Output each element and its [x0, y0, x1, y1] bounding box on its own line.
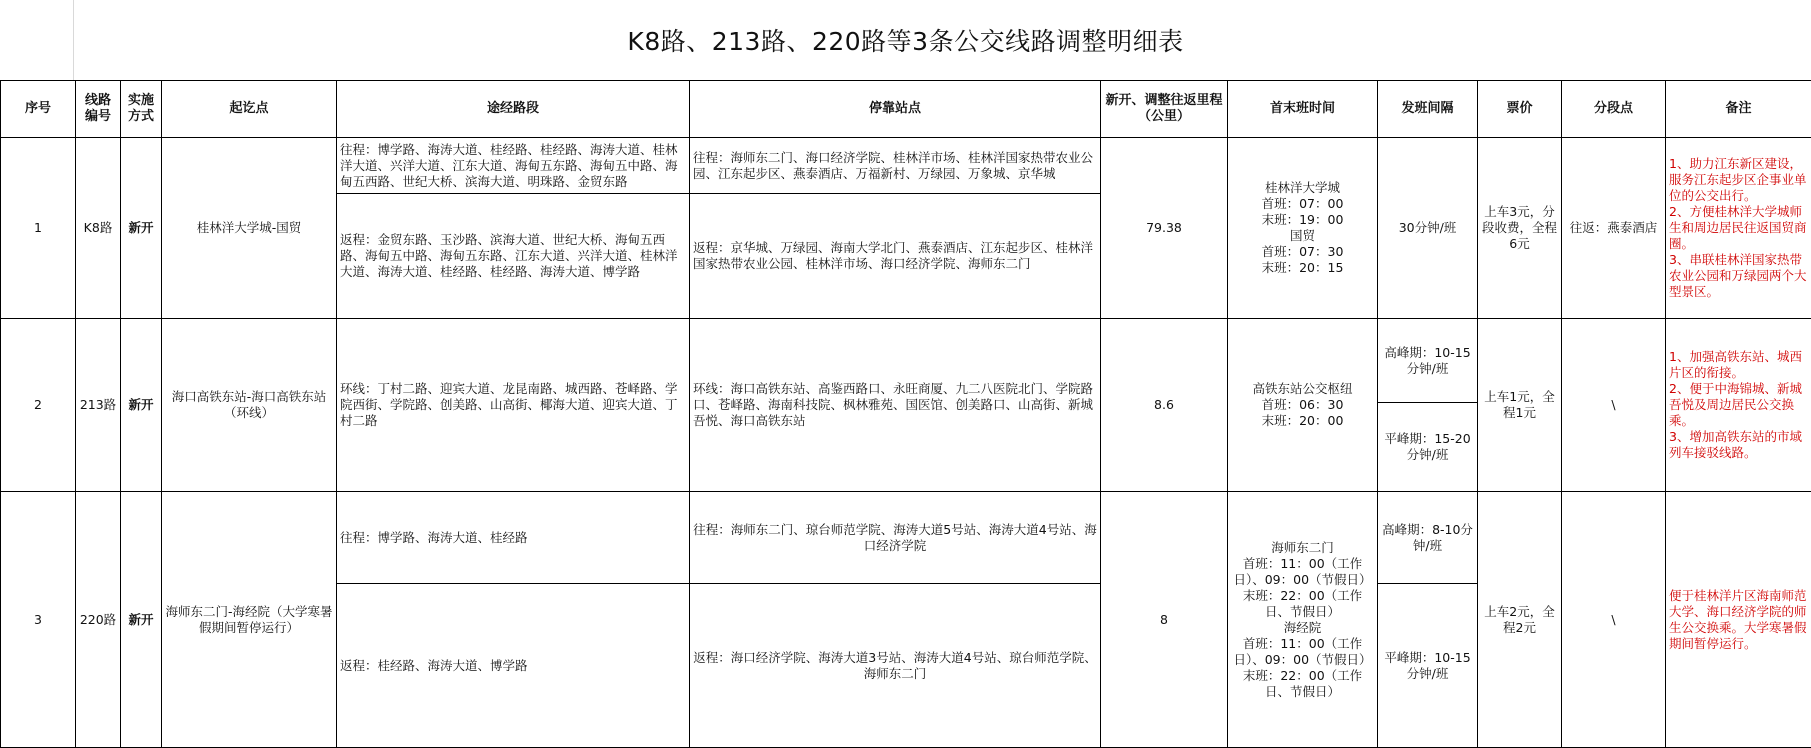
- interval-peak-cell: 高峰期：10-15分钟/班: [1378, 319, 1478, 403]
- stops-back-cell: 返程：京华城、万绿园、海南大学北门、燕泰酒店、江东起步区、桂林洋国家热带农业公园、桂林洋市场、海口经济学院、海师东二门: [690, 194, 1101, 319]
- type-cell: 新开: [121, 138, 162, 319]
- seq-cell: 2: [1, 319, 76, 492]
- time-line: 首班：06：30: [1261, 397, 1344, 412]
- interval-off-cell: 平峰期：15-20分钟/班: [1378, 403, 1478, 492]
- header-cell: 票价: [1478, 81, 1562, 138]
- remark-line: 1、助力江东新区建设，服务江东起步区企事业单位的公交出行。: [1669, 156, 1807, 203]
- route-back-cell: 返程：金贸东路、玉沙路、滨海大道、世纪大桥、海甸五西路、海甸五中路、海甸五东路、江东大道、兴洋大道、桂林洋大道、海涛大道、桂经路、桂经路、海涛大道、博学路: [337, 194, 690, 319]
- header-cell: 实施方式: [121, 81, 162, 138]
- route-cell: 环线：丁村二路、迎宾大道、龙昆南路、城西路、苍峄路、学院西街、学院路、创美路、山高街、椰海大道、迎宾大道、丁村二路: [337, 319, 690, 492]
- route-out-cell: 往程：博学路、海涛大道、桂经路: [337, 492, 690, 584]
- time-line: 首班：11：00（工作日）、09：00（节假日）: [1233, 635, 1372, 667]
- type-cell: 新开: [121, 319, 162, 492]
- sheet-title: K8路、213路、220路等3条公交线路调整明细表: [627, 27, 1184, 56]
- table-row: [1, 138, 1811, 194]
- mileage-cell: 8: [1101, 492, 1228, 748]
- header-row: [1, 81, 1811, 138]
- time-line: 海经院: [1283, 619, 1322, 635]
- route-out-cell: 往程：博学路、海涛大道、桂经路、桂经路、海涛大道、桂林洋大道、兴洋大道、江东大道、海甸五东路、海甸五中路、海甸五西路、世纪大桥、滨海大道、明珠路、金贸东路: [337, 138, 690, 194]
- time-line: 末班：22：00（工作日、节假日）: [1242, 587, 1363, 619]
- time-line: 桂林洋大学城: [1264, 180, 1340, 195]
- remark-line: 3、增加高铁东站的市域列车接驳线路。: [1669, 429, 1802, 460]
- line-cell: K8路: [76, 138, 121, 319]
- header-cell: 起讫点: [162, 81, 337, 138]
- terminals-cell: 海师东二门-海经院（大学寒暑假期间暂停运行）: [162, 492, 337, 748]
- fare-cell: 上车1元，全程1元: [1478, 319, 1562, 492]
- remark-line: 2、方便桂林洋大学城师生和周边居民往返国贸商圈。: [1669, 204, 1807, 251]
- seq-cell: 3: [1, 492, 76, 748]
- header-cell: 途经路段: [337, 81, 690, 138]
- split-cell: \: [1562, 319, 1666, 492]
- time-line: 首班：07：00: [1261, 196, 1344, 211]
- interval-off-cell: 平峰期：10-15分钟/班: [1378, 584, 1478, 748]
- fare-cell: 上车2元，全程2元: [1478, 492, 1562, 748]
- interval-cell: 30分钟/班: [1378, 138, 1478, 319]
- time-line: 末班：20：00: [1261, 413, 1344, 428]
- remark-line: 3、串联桂林洋国家热带农业公园和万绿园两个大型景区。: [1669, 252, 1807, 299]
- split-cell: 往返：燕泰酒店: [1562, 138, 1666, 319]
- line-cell: 220路: [76, 492, 121, 748]
- stops-back-cell: 返程：海口经济学院、海涛大道3号站、海涛大道4号站、琼台师范学院、海师东二门: [690, 584, 1101, 748]
- remarks-cell: [1666, 319, 1811, 492]
- stops-out-cell: 往程：海师东二门、琼台师范学院、海涛大道5号站、海涛大道4号站、海口经济学院: [690, 492, 1101, 584]
- header-cell: 新开、调整往返里程（公里）: [1101, 81, 1228, 138]
- interval-peak-cell: 高峰期：8-10分钟/班: [1378, 492, 1478, 584]
- remark-line: 便于桂林洋片区海南师范大学、海口经济学院的师生公交换乘。大学寒暑假期间暂停运行。: [1669, 587, 1807, 651]
- fare-cell: 上车3元，分段收费，全程6元: [1478, 138, 1562, 319]
- time-line: 首班：07：30: [1261, 244, 1344, 259]
- header-cell: 停靠站点: [690, 81, 1101, 138]
- time-line: 国贸: [1289, 228, 1315, 243]
- times-cell: [1228, 138, 1378, 319]
- table-row: [1, 492, 1811, 584]
- time-line: 首班：11：00（工作日）、09：00（节假日）: [1233, 555, 1372, 587]
- time-line: 末班：19：00: [1261, 212, 1344, 227]
- terminals-cell: 桂林洋大学城-国贸: [162, 138, 337, 319]
- times-cell: [1228, 319, 1378, 492]
- remark-line: 2、便于中海锦城、新城吾悦及周边居民公交换乘。: [1669, 381, 1802, 428]
- seq-cell: 1: [1, 138, 76, 319]
- time-line: 海师东二门: [1271, 539, 1334, 555]
- time-line: 末班：20：15: [1261, 260, 1344, 275]
- mileage-cell: 79.38: [1101, 138, 1228, 319]
- table-row: [1, 319, 1811, 403]
- remarks-cell: [1666, 138, 1811, 319]
- remarks-cell: [1666, 492, 1811, 748]
- header-cell: 发班间隔: [1378, 81, 1478, 138]
- route-back-cell: 返程：桂经路、海涛大道、博学路: [337, 584, 690, 748]
- time-line: 末班：22：00（工作日、节假日）: [1242, 667, 1363, 699]
- header-cell: 线路编号: [76, 81, 121, 138]
- remark-line: 1、加强高铁东站、城西片区的衔接。: [1669, 349, 1802, 380]
- route-adjustment-table: [0, 80, 1811, 748]
- header-cell: 分段点: [1562, 81, 1666, 138]
- terminals-cell: 海口高铁东站-海口高铁东站（环线）: [162, 319, 337, 492]
- mileage-cell: 8.6: [1101, 319, 1228, 492]
- header-cell: 序号: [1, 81, 76, 138]
- stops-cell: 环线：海口高铁东站、高鉴西路口、永旺商厦、九二八医院北门、学院路口、苍峄路、海南科技院、枫林雅苑、国医馆、创美路口、山高街、新城吾悦、海口高铁东站: [690, 319, 1101, 492]
- stops-out-cell: 往程：海师东二门、海口经济学院、桂林洋市场、桂林洋国家热带农业公园、江东起步区、燕泰酒店、万福新村、万绿园、万象城、京华城: [690, 138, 1101, 194]
- time-line: 高铁东站公交枢纽: [1252, 381, 1353, 396]
- times-cell: [1228, 492, 1378, 748]
- header-cell: 首末班时间: [1228, 81, 1378, 138]
- line-cell: 213路: [76, 319, 121, 492]
- header-cell: 备注: [1666, 81, 1811, 138]
- type-cell: 新开: [121, 492, 162, 748]
- split-cell: \: [1562, 492, 1666, 748]
